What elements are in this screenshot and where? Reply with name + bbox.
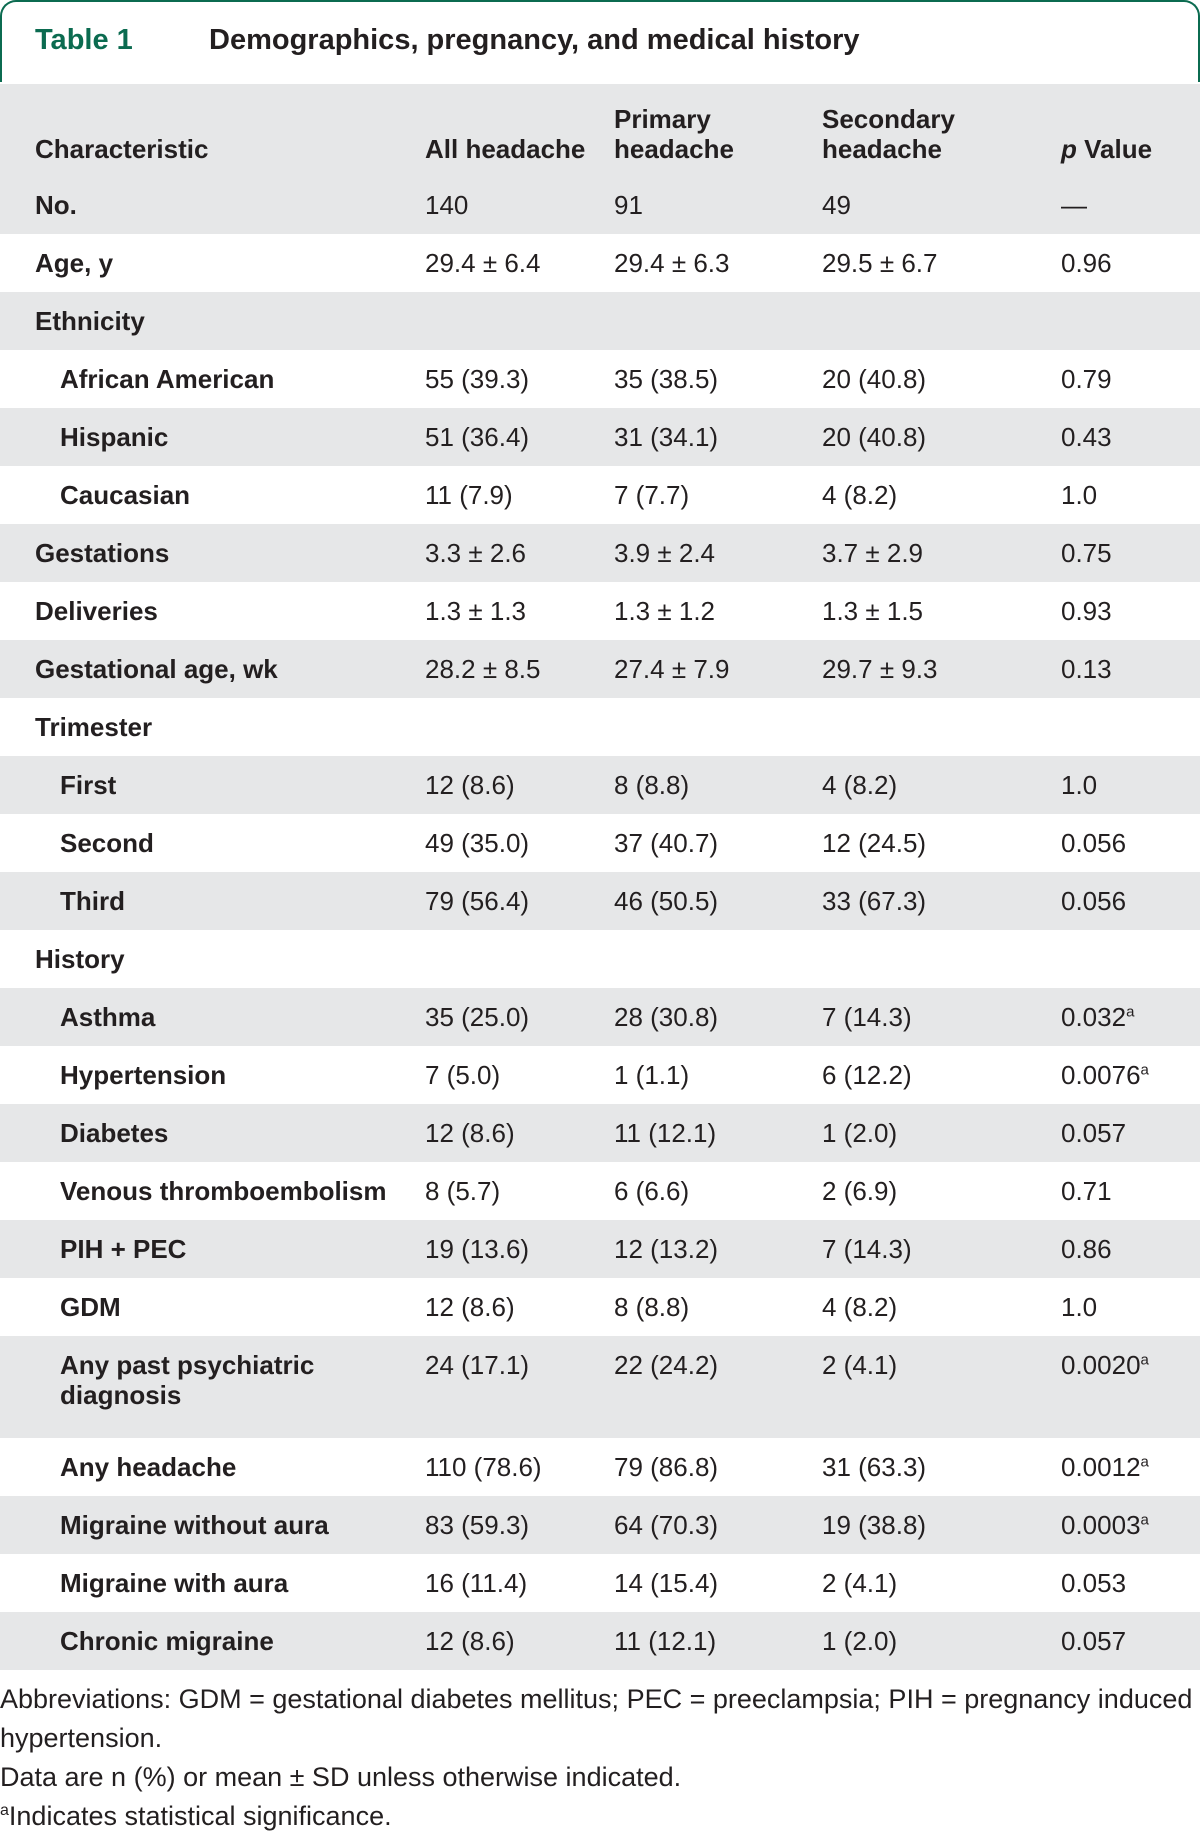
cell-primary-headache: [614, 408, 822, 466]
cell-all-headache: [425, 466, 614, 524]
row-label: [0, 756, 425, 814]
row-label-text: Migraine with aura: [60, 1567, 289, 1598]
cell-primary-headache: [614, 466, 822, 524]
cell-all-headache: [425, 408, 614, 466]
cell-p-value-text: 0.0076: [1061, 1059, 1141, 1090]
row-label: [0, 1554, 425, 1612]
data-table: [0, 84, 1200, 1670]
cell-primary-headache-text: 64 (70.3): [614, 1509, 719, 1540]
significance-superscript: a: [1126, 1002, 1135, 1020]
significance-superscript: a: [1140, 1510, 1149, 1528]
cell-primary-headache: [614, 292, 822, 350]
significance-note: [0, 1797, 1200, 1836]
significance-text: Indicates statistical significance.: [8, 1801, 392, 1831]
cell-primary-headache: [614, 1554, 822, 1612]
row-label-text: Any headache: [60, 1451, 237, 1482]
row-label-text: Ethnicity: [35, 305, 145, 336]
cell-all-headache: [425, 1104, 614, 1162]
cell-secondary-headache: [822, 872, 1061, 930]
cell-all-headache: [425, 640, 614, 698]
cell-all-headache: [425, 1438, 614, 1496]
cell-all-headache: [425, 698, 614, 756]
cell-primary-headache: [614, 930, 822, 988]
significance-superscript: a: [1140, 1351, 1149, 1369]
row-label-text: Deliveries: [35, 595, 158, 626]
cell-secondary-headache: [822, 408, 1061, 466]
cell-all-headache: [425, 1046, 614, 1104]
cell-p-value: [1061, 582, 1200, 640]
row-label: [0, 524, 425, 582]
row-label: [0, 814, 425, 872]
cell-primary-headache-text: 14 (15.4): [614, 1567, 719, 1598]
cell-all-headache-text: 8 (5.7): [425, 1175, 501, 1206]
row-label: [0, 1046, 425, 1104]
cell-p-value: [1061, 1612, 1200, 1670]
cell-all-headache-text: 12 (8.6): [425, 1291, 515, 1322]
cell-primary-headache: [614, 350, 822, 408]
significance-superscript: a: [1140, 1452, 1149, 1470]
cell-secondary-headache: [822, 234, 1061, 292]
cell-primary-headache-text: 8 (8.8): [614, 1291, 690, 1322]
row-label: [0, 350, 425, 408]
table-container: [0, 84, 1200, 1670]
row-label: [0, 408, 425, 466]
row-label: [0, 1162, 425, 1220]
cell-p-value: [1061, 814, 1200, 872]
cell-primary-headache: [614, 1162, 822, 1220]
cell-all-headache-text: 55 (39.3): [425, 363, 530, 394]
cell-secondary-headache-text: 6 (12.2): [822, 1059, 912, 1090]
cell-all-headache: [425, 930, 614, 988]
cell-secondary-headache: [822, 466, 1061, 524]
col-header-primary: Primary headache: [614, 84, 822, 176]
row-label: [0, 1104, 425, 1162]
row-label-text: No.: [35, 189, 77, 220]
table-row: [0, 988, 1200, 1046]
cell-secondary-headache: [822, 930, 1061, 988]
cell-all-headache-text: 19 (13.6): [425, 1233, 530, 1264]
table-row: [0, 1046, 1200, 1104]
cell-primary-headache-text: 1 (1.1): [614, 1059, 690, 1090]
cell-all-headache: [425, 234, 614, 292]
row-label-text: Migraine without aura: [60, 1509, 329, 1540]
significance-superscript: a: [1140, 1060, 1149, 1078]
row-label: [0, 872, 425, 930]
cell-primary-headache: [614, 1046, 822, 1104]
cell-p-value: [1061, 234, 1200, 292]
cell-primary-headache-text: 29.4 ± 6.3: [614, 247, 730, 278]
significance-marker: a: [0, 1802, 9, 1819]
cell-primary-headache: [614, 756, 822, 814]
cell-p-value: [1061, 466, 1200, 524]
cell-primary-headache-text: 91: [614, 189, 643, 220]
table-row: [0, 350, 1200, 408]
cell-secondary-headache: [822, 582, 1061, 640]
row-label-text: Trimester: [35, 711, 153, 742]
cell-p-value-text: 0.0012: [1061, 1451, 1141, 1482]
cell-all-headache: [425, 1496, 614, 1554]
table-row: [0, 1336, 1200, 1438]
cell-primary-headache-text: 46 (50.5): [614, 885, 719, 916]
cell-primary-headache: [614, 1496, 822, 1554]
cell-all-headache: [425, 872, 614, 930]
cell-p-value: [1061, 176, 1200, 234]
cell-secondary-headache-text: 2 (6.9): [822, 1175, 898, 1206]
cell-primary-headache: [614, 524, 822, 582]
cell-p-value: [1061, 1162, 1200, 1220]
cell-primary-headache: [614, 582, 822, 640]
cell-primary-headache: [614, 1220, 822, 1278]
cell-p-value: [1061, 988, 1200, 1046]
data-note: Data are n (%) or mean ± SD unless otherwise indicated.: [0, 1762, 682, 1792]
row-label: [0, 1220, 425, 1278]
cell-p-value-text: 0.032: [1061, 1001, 1127, 1032]
cell-secondary-headache-text: 29.7 ± 9.3: [822, 653, 938, 684]
cell-secondary-headache-text: 1 (2.0): [822, 1117, 898, 1148]
table-row: [0, 1220, 1200, 1278]
footnotes: [0, 1680, 1200, 1836]
cell-secondary-headache: [822, 1612, 1061, 1670]
cell-primary-headache-text: 11 (12.1): [614, 1625, 717, 1656]
table-row: [0, 1438, 1200, 1496]
cell-all-headache: [425, 582, 614, 640]
cell-p-value-text: 0.13: [1061, 653, 1112, 684]
cell-p-value-text: 0.43: [1061, 421, 1112, 452]
cell-p-value: [1061, 1046, 1200, 1104]
abbreviations-note: Abbreviations: GDM = gestational diabetes mellitus; PEC = preeclampsia; PIH = pregnancy induced hypertension.: [0, 1684, 1193, 1753]
cell-primary-headache-text: 1.3 ± 1.2: [614, 595, 716, 626]
row-label: [0, 1496, 425, 1554]
table-row: [0, 1278, 1200, 1336]
cell-secondary-headache-text: 12 (24.5): [822, 827, 927, 858]
cell-primary-headache: [614, 1336, 822, 1438]
cell-primary-headache: [614, 1612, 822, 1670]
cell-primary-headache-text: 37 (40.7): [614, 827, 719, 858]
cell-all-headache: [425, 524, 614, 582]
cell-secondary-headache-text: 3.7 ± 2.9: [822, 537, 924, 568]
col-header-all: All headache: [425, 84, 614, 176]
cell-secondary-headache-text: 20 (40.8): [822, 421, 927, 452]
cell-secondary-headache-text: 2 (4.1): [822, 1350, 898, 1380]
cell-all-headache: [425, 756, 614, 814]
cell-primary-headache: [614, 176, 822, 234]
cell-all-headache-text: 16 (11.4): [425, 1567, 528, 1598]
col-header-characteristic: Characteristic: [0, 84, 425, 176]
cell-secondary-headache: [822, 640, 1061, 698]
cell-p-value-text: 0.75: [1061, 537, 1112, 568]
cell-all-headache-text: 29.4 ± 6.4: [425, 247, 541, 278]
row-label-text: Gestations: [35, 537, 170, 568]
cell-all-headache: [425, 1554, 614, 1612]
cell-all-headache-text: 12 (8.6): [425, 1117, 515, 1148]
cell-secondary-headache: [822, 1438, 1061, 1496]
row-label-text: Chronic migraine: [60, 1625, 274, 1656]
cell-all-headache-text: 110 (78.6): [425, 1451, 542, 1482]
cell-primary-headache-text: 11 (12.1): [614, 1117, 717, 1148]
col-header-p-value: [1061, 84, 1200, 176]
cell-secondary-headache: [822, 814, 1061, 872]
cell-primary-headache: [614, 988, 822, 1046]
cell-secondary-headache-text: 1.3 ± 1.5: [822, 595, 924, 626]
cell-p-value-text: 1.0: [1061, 769, 1098, 800]
row-label: [0, 292, 425, 350]
row-label: [0, 698, 425, 756]
row-label: [0, 466, 425, 524]
cell-p-value-text: 0.0003: [1061, 1509, 1141, 1540]
col-header-secondary: Secondary headache: [822, 84, 1061, 176]
cell-p-value: [1061, 1336, 1200, 1438]
row-label: [0, 1278, 425, 1336]
row-label: [0, 930, 425, 988]
cell-secondary-headache-text: 31 (63.3): [822, 1451, 927, 1482]
table-row: [0, 872, 1200, 930]
cell-all-headache-text: 11 (7.9): [425, 479, 513, 510]
row-label: [0, 1438, 425, 1496]
cell-secondary-headache-text: 33 (67.3): [822, 885, 927, 916]
cell-secondary-headache: [822, 988, 1061, 1046]
table-row: [0, 1554, 1200, 1612]
table-row: [0, 814, 1200, 872]
row-label-text: Hypertension: [60, 1059, 227, 1090]
cell-primary-headache-text: 7 (7.7): [614, 479, 690, 510]
row-label-text: Hispanic: [60, 421, 169, 452]
cell-secondary-headache: [822, 1162, 1061, 1220]
section-row: [0, 292, 1200, 350]
cell-all-headache: [425, 292, 614, 350]
row-label: [0, 988, 425, 1046]
row-label-text: Caucasian: [60, 479, 191, 510]
cell-all-headache-text: 12 (8.6): [425, 1625, 515, 1656]
table-row: [0, 1612, 1200, 1670]
row-label-text: First: [60, 769, 117, 800]
row-label: [0, 234, 425, 292]
table-row: [0, 1104, 1200, 1162]
cell-p-value: [1061, 756, 1200, 814]
cell-all-headache: [425, 176, 614, 234]
cell-p-value: [1061, 872, 1200, 930]
cell-p-value-text: 0.86: [1061, 1233, 1112, 1264]
cell-secondary-headache: [822, 698, 1061, 756]
cell-p-value: [1061, 930, 1200, 988]
cell-p-value-text: 0.053: [1061, 1567, 1127, 1598]
cell-p-value-text: 0.0020: [1061, 1350, 1141, 1380]
cell-primary-headache: [614, 698, 822, 756]
cell-all-headache: [425, 1220, 614, 1278]
row-label: [0, 176, 425, 234]
cell-secondary-headache-text: 1 (2.0): [822, 1625, 898, 1656]
row-label-text: African American: [60, 363, 275, 394]
cell-p-value: [1061, 408, 1200, 466]
p-rest: Value: [1076, 134, 1153, 164]
cell-all-headache: [425, 350, 614, 408]
cell-secondary-headache: [822, 1496, 1061, 1554]
cell-all-headache-text: 79 (56.4): [425, 885, 530, 916]
row-label-text: Diabetes: [60, 1117, 169, 1148]
cell-secondary-headache: [822, 1278, 1061, 1336]
cell-primary-headache-text: 22 (24.2): [614, 1350, 719, 1380]
cell-secondary-headache-text: 4 (8.2): [822, 479, 898, 510]
section-row: [0, 930, 1200, 988]
cell-primary-headache: [614, 1104, 822, 1162]
row-label-text: Gestational age, wk: [35, 653, 278, 684]
cell-secondary-headache-text: 2 (4.1): [822, 1567, 898, 1598]
row-label-text: Venous thromboembolism: [60, 1175, 387, 1206]
cell-p-value-text: 0.96: [1061, 247, 1112, 278]
cell-secondary-headache-text: 19 (38.8): [822, 1509, 927, 1540]
row-label-text: History: [35, 943, 125, 974]
table-row: [0, 582, 1200, 640]
row-label: [0, 1612, 425, 1670]
row-label-text: Second: [60, 827, 154, 858]
cell-p-value-text: 0.79: [1061, 363, 1112, 394]
table-row: [0, 524, 1200, 582]
table-row: [0, 1162, 1200, 1220]
row-label-text: Third: [60, 885, 125, 916]
row-label-text: Age, y: [35, 247, 114, 278]
cell-secondary-headache-text: 4 (8.2): [822, 1291, 898, 1322]
cell-all-headache: [425, 814, 614, 872]
cell-secondary-headache: [822, 1554, 1061, 1612]
row-label-text: GDM: [60, 1291, 121, 1322]
cell-secondary-headache: [822, 1336, 1061, 1438]
table-row: [0, 408, 1200, 466]
cell-secondary-headache-text: 7 (14.3): [822, 1233, 912, 1264]
cell-primary-headache-text: 6 (6.6): [614, 1175, 690, 1206]
cell-p-value-text: 0.056: [1061, 885, 1127, 916]
cell-p-value-text: 0.93: [1061, 595, 1112, 626]
row-label-text: Any past psychiatric diagnosis: [60, 1350, 315, 1410]
cell-p-value: [1061, 640, 1200, 698]
cell-p-value-text: 0.057: [1061, 1625, 1127, 1656]
cell-secondary-headache-text: 7 (14.3): [822, 1001, 912, 1032]
cell-all-headache: [425, 1162, 614, 1220]
table-title: Demographics, pregnancy, and medical history: [209, 24, 860, 56]
table-row: [0, 176, 1200, 234]
cell-all-headache-text: 83 (59.3): [425, 1509, 530, 1540]
section-row: [0, 698, 1200, 756]
cell-primary-headache: [614, 872, 822, 930]
cell-p-value: [1061, 524, 1200, 582]
table-row: [0, 1496, 1200, 1554]
cell-p-value: [1061, 1554, 1200, 1612]
cell-secondary-headache: [822, 756, 1061, 814]
cell-secondary-headache: [822, 1220, 1061, 1278]
cell-all-headache-text: 24 (17.1): [425, 1350, 530, 1380]
cell-p-value: [1061, 1438, 1200, 1496]
header-row: [0, 84, 1200, 176]
cell-secondary-headache: [822, 292, 1061, 350]
cell-all-headache-text: 12 (8.6): [425, 769, 515, 800]
cell-all-headache: [425, 988, 614, 1046]
cell-all-headache-text: 49 (35.0): [425, 827, 530, 858]
cell-primary-headache-text: 12 (13.2): [614, 1233, 719, 1264]
cell-secondary-headache: [822, 176, 1061, 234]
cell-p-value-text: 1.0: [1061, 479, 1098, 510]
cell-all-headache-text: 7 (5.0): [425, 1059, 501, 1090]
cell-p-value-text: 0.71: [1061, 1175, 1112, 1206]
cell-all-headache-text: 1.3 ± 1.3: [425, 595, 527, 626]
cell-primary-headache-text: 28 (30.8): [614, 1001, 719, 1032]
cell-p-value: [1061, 350, 1200, 408]
table-row: [0, 640, 1200, 698]
cell-primary-headache-text: 79 (86.8): [614, 1451, 719, 1482]
table-body: [0, 176, 1200, 1670]
cell-primary-headache: [614, 814, 822, 872]
cell-all-headache-text: 28.2 ± 8.5: [425, 653, 541, 684]
cell-all-headache: [425, 1278, 614, 1336]
table-label: Table 1: [35, 24, 133, 56]
cell-primary-headache: [614, 640, 822, 698]
cell-p-value-text: 1.0: [1061, 1291, 1098, 1322]
cell-p-value: [1061, 1496, 1200, 1554]
cell-p-value: [1061, 1278, 1200, 1336]
row-label-text: PIH + PEC: [60, 1233, 187, 1264]
cell-secondary-headache: [822, 1046, 1061, 1104]
cell-secondary-headache-text: 4 (8.2): [822, 769, 898, 800]
cell-p-value: [1061, 1220, 1200, 1278]
row-label-text: Asthma: [60, 1001, 156, 1032]
cell-p-value-text: —: [1061, 189, 1087, 220]
cell-secondary-headache: [822, 350, 1061, 408]
cell-primary-headache: [614, 1438, 822, 1496]
cell-primary-headache-text: 8 (8.8): [614, 769, 690, 800]
cell-primary-headache-text: 35 (38.5): [614, 363, 719, 394]
cell-all-headache: [425, 1612, 614, 1670]
cell-all-headache: [425, 1336, 614, 1438]
cell-secondary-headache-text: 49: [822, 189, 851, 220]
cell-secondary-headache: [822, 524, 1061, 582]
table-row: [0, 234, 1200, 292]
cell-primary-headache: [614, 1278, 822, 1336]
cell-primary-headache-text: 31 (34.1): [614, 421, 719, 452]
cell-secondary-headache: [822, 1104, 1061, 1162]
cell-p-value-text: 0.057: [1061, 1117, 1127, 1148]
row-label: [0, 640, 425, 698]
table-row: [0, 756, 1200, 814]
cell-all-headache-text: 140: [425, 189, 469, 220]
cell-p-value-text: 0.056: [1061, 827, 1127, 858]
cell-secondary-headache-text: 29.5 ± 6.7: [822, 247, 938, 278]
cell-secondary-headache-text: 20 (40.8): [822, 363, 927, 394]
cell-primary-headache-text: 3.9 ± 2.4: [614, 537, 716, 568]
cell-p-value: [1061, 1104, 1200, 1162]
cell-all-headache-text: 35 (25.0): [425, 1001, 530, 1032]
cell-p-value: [1061, 698, 1200, 756]
table-row: [0, 466, 1200, 524]
cell-all-headache-text: 3.3 ± 2.6: [425, 537, 527, 568]
cell-primary-headache-text: 27.4 ± 7.9: [614, 653, 730, 684]
table-title-bar: [0, 0, 1200, 82]
cell-primary-headache: [614, 234, 822, 292]
row-label: [0, 1336, 425, 1438]
p-italic: p: [1061, 134, 1077, 164]
row-label: [0, 582, 425, 640]
cell-all-headache-text: 51 (36.4): [425, 421, 530, 452]
cell-p-value: [1061, 292, 1200, 350]
